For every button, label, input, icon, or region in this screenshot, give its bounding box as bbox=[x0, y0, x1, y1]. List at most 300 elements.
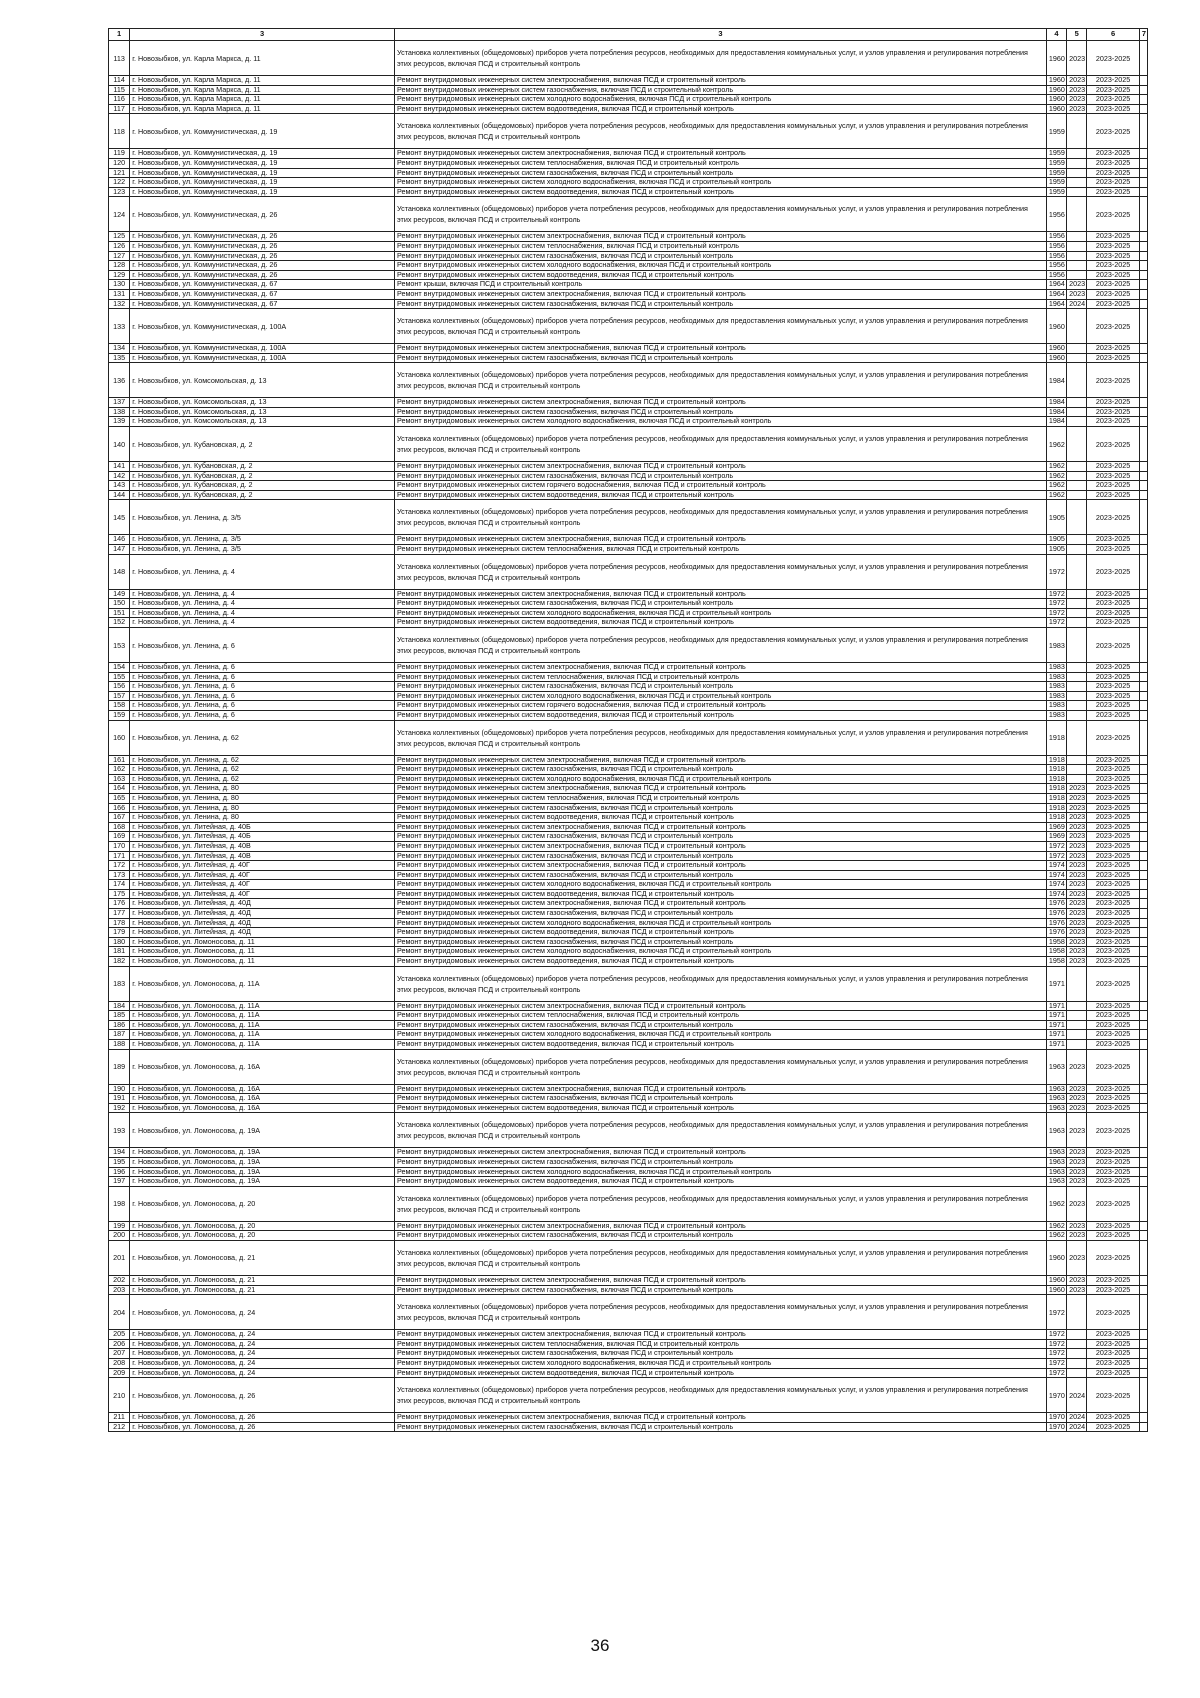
extra-cell bbox=[1139, 353, 1147, 363]
extra-cell bbox=[1139, 270, 1147, 280]
planned-year-cell bbox=[1067, 1330, 1087, 1340]
planned-year-cell bbox=[1067, 691, 1087, 701]
work-type-cell: Ремонт внутридомовых инженерных систем электроснабжения, включая ПСД и строительный контроль bbox=[395, 1084, 1047, 1094]
build-year-cell: 1984 bbox=[1046, 407, 1066, 417]
work-type-cell: Ремонт внутридомовых инженерных систем электроснабжения, включая ПСД и строительный контроль bbox=[395, 1221, 1047, 1231]
period-cell: 2023-2025 bbox=[1087, 1049, 1140, 1084]
build-year-cell: 1918 bbox=[1046, 813, 1066, 823]
address-cell: г. Новозыбков, ул. Ломоносова, д. 11 bbox=[130, 947, 395, 957]
planned-year-cell bbox=[1067, 261, 1087, 271]
row-number-cell: 135 bbox=[109, 353, 130, 363]
extra-cell bbox=[1139, 1040, 1147, 1050]
address-cell: г. Новозыбков, ул. Ленина, д. 4 bbox=[130, 608, 395, 618]
build-year-cell: 1956 bbox=[1046, 241, 1066, 251]
row-number-cell: 157 bbox=[109, 691, 130, 701]
table-row bbox=[109, 1113, 1148, 1148]
address-cell: г. Новозыбков, ул. Ленина, д. 4 bbox=[130, 599, 395, 609]
extra-cell bbox=[1139, 168, 1147, 178]
address-cell: г. Новозыбков, ул. Ломоносова, д. 11 bbox=[130, 937, 395, 947]
planned-year-cell bbox=[1067, 1011, 1087, 1021]
build-year-cell: 1959 bbox=[1046, 114, 1066, 149]
extra-cell bbox=[1139, 1094, 1147, 1104]
row-number-cell: 137 bbox=[109, 398, 130, 408]
row-number-cell: 141 bbox=[109, 462, 130, 472]
extra-cell bbox=[1139, 187, 1147, 197]
period-cell: 2023-2025 bbox=[1087, 784, 1140, 794]
table-row bbox=[109, 899, 1148, 909]
table-row bbox=[109, 149, 1148, 159]
row-number-cell: 138 bbox=[109, 407, 130, 417]
extra-cell bbox=[1139, 85, 1147, 95]
build-year-cell: 1972 bbox=[1046, 1330, 1066, 1340]
build-year-cell: 1970 bbox=[1046, 1378, 1066, 1413]
period-cell: 2023-2025 bbox=[1087, 299, 1140, 309]
build-year-cell: 1918 bbox=[1046, 755, 1066, 765]
address-cell: г. Новозыбков, ул. Ленина, д. 62 bbox=[130, 765, 395, 775]
row-number-cell: 117 bbox=[109, 104, 130, 114]
address-cell: г. Новозыбков, ул. Ломоносова, д. 26 bbox=[130, 1422, 395, 1432]
table-row bbox=[109, 1295, 1148, 1330]
address-cell: г. Новозыбков, ул. Коммунистическая, д. 67 bbox=[130, 289, 395, 299]
extra-cell bbox=[1139, 462, 1147, 472]
work-type-cell: Ремонт внутридомовых инженерных систем водоотведения, включая ПСД и строительный контроль bbox=[395, 104, 1047, 114]
build-year-cell: 1976 bbox=[1046, 928, 1066, 938]
address-cell: г. Новозыбков, ул. Ломоносова, д. 11А bbox=[130, 1011, 395, 1021]
extra-cell bbox=[1139, 663, 1147, 673]
planned-year-cell: 2023 bbox=[1067, 899, 1087, 909]
work-type-cell: Ремонт внутридомовых инженерных систем газоснабжения, включая ПСД и строительный контроль bbox=[395, 407, 1047, 417]
table-row bbox=[109, 1186, 1148, 1221]
build-year-cell: 1976 bbox=[1046, 899, 1066, 909]
build-year-cell: 1960 bbox=[1046, 104, 1066, 114]
table-row bbox=[109, 813, 1148, 823]
work-type-cell: Ремонт внутридомовых инженерных систем водоотведения, включая ПСД и строительный контроль bbox=[395, 1040, 1047, 1050]
table-row bbox=[109, 95, 1148, 105]
extra-cell bbox=[1139, 947, 1147, 957]
planned-year-cell bbox=[1067, 197, 1087, 232]
period-cell: 2023-2025 bbox=[1087, 407, 1140, 417]
extra-cell bbox=[1139, 937, 1147, 947]
row-number-cell: 185 bbox=[109, 1011, 130, 1021]
address-cell: г. Новозыбков, ул. Ломоносова, д. 24 bbox=[130, 1339, 395, 1349]
extra-cell bbox=[1139, 1349, 1147, 1359]
address-cell: г. Новозыбков, ул. Ленина, д. 6 bbox=[130, 672, 395, 682]
work-type-cell: Ремонт внутридомовых инженерных систем электроснабжения, включая ПСД и строительный контроль bbox=[395, 1413, 1047, 1423]
build-year-cell: 1976 bbox=[1046, 909, 1066, 919]
row-number-cell: 194 bbox=[109, 1148, 130, 1158]
row-number-cell: 192 bbox=[109, 1103, 130, 1113]
period-cell: 2023-2025 bbox=[1087, 1422, 1140, 1432]
planned-year-cell bbox=[1067, 720, 1087, 755]
extra-cell bbox=[1139, 682, 1147, 692]
period-cell: 2023-2025 bbox=[1087, 682, 1140, 692]
work-type-cell: Ремонт внутридомовых инженерных систем водоотведения, включая ПСД и строительный контроль bbox=[395, 618, 1047, 628]
work-type-cell: Ремонт внутридомовых инженерных систем водоотведения, включая ПСД и строительный контроль bbox=[395, 187, 1047, 197]
address-cell: г. Новозыбков, ул. Коммунистическая, д. 19 bbox=[130, 158, 395, 168]
period-cell: 2023-2025 bbox=[1087, 1113, 1140, 1148]
period-cell: 2023-2025 bbox=[1087, 344, 1140, 354]
extra-cell bbox=[1139, 832, 1147, 842]
table-row bbox=[109, 832, 1148, 842]
address-cell: г. Новозыбков, ул. Ломоносова, д. 20 bbox=[130, 1231, 395, 1241]
period-cell: 2023-2025 bbox=[1087, 861, 1140, 871]
period-cell: 2023-2025 bbox=[1087, 701, 1140, 711]
address-cell: г. Новозыбков, ул. Ленина, д. 80 bbox=[130, 813, 395, 823]
build-year-cell: 1963 bbox=[1046, 1094, 1066, 1104]
row-number-cell: 159 bbox=[109, 710, 130, 720]
build-year-cell: 1983 bbox=[1046, 710, 1066, 720]
extra-cell bbox=[1139, 104, 1147, 114]
table-row bbox=[109, 663, 1148, 673]
row-number-cell: 123 bbox=[109, 187, 130, 197]
address-cell: г. Новозыбков, ул. Ленина, д. 80 bbox=[130, 803, 395, 813]
build-year-cell: 1963 bbox=[1046, 1103, 1066, 1113]
build-year-cell: 1962 bbox=[1046, 471, 1066, 481]
planned-year-cell: 2023 bbox=[1067, 870, 1087, 880]
work-type-cell: Ремонт внутридомовых инженерных систем газоснабжения, включая ПСД и строительный контроль bbox=[395, 599, 1047, 609]
extra-cell bbox=[1139, 149, 1147, 159]
period-cell: 2023-2025 bbox=[1087, 241, 1140, 251]
row-number-cell: 211 bbox=[109, 1413, 130, 1423]
header-cell: 4 bbox=[1046, 29, 1066, 41]
work-type-cell: Установка коллективных (общедомовых) приборов учета потребления ресурсов, необходимых для предоставления коммунальных услуг, и узлов управления и регулирования потребления этих ресурсов, включая ПСД и строительный контроль bbox=[395, 1295, 1047, 1330]
extra-cell bbox=[1139, 720, 1147, 755]
extra-cell bbox=[1139, 251, 1147, 261]
extra-cell bbox=[1139, 1001, 1147, 1011]
planned-year-cell: 2023 bbox=[1067, 1186, 1087, 1221]
row-number-cell: 133 bbox=[109, 309, 130, 344]
period-cell: 2023-2025 bbox=[1087, 672, 1140, 682]
period-cell: 2023-2025 bbox=[1087, 618, 1140, 628]
row-number-cell: 186 bbox=[109, 1020, 130, 1030]
work-type-cell: Ремонт внутридомовых инженерных систем газоснабжения, включая ПСД и строительный контроль bbox=[395, 1231, 1047, 1241]
row-number-cell: 170 bbox=[109, 841, 130, 851]
period-cell: 2023-2025 bbox=[1087, 1349, 1140, 1359]
table-row bbox=[109, 1001, 1148, 1011]
address-cell: г. Новозыбков, ул. Коммунистическая, д. 67 bbox=[130, 299, 395, 309]
extra-cell bbox=[1139, 1295, 1147, 1330]
address-cell: г. Новозыбков, ул. Ломоносова, д. 19А bbox=[130, 1157, 395, 1167]
row-number-cell: 204 bbox=[109, 1295, 130, 1330]
work-type-cell: Ремонт внутридомовых инженерных систем электроснабжения, включая ПСД и строительный контроль bbox=[395, 784, 1047, 794]
planned-year-cell bbox=[1067, 471, 1087, 481]
address-cell: г. Новозыбков, ул. Ломоносова, д. 16А bbox=[130, 1084, 395, 1094]
period-cell: 2023-2025 bbox=[1087, 1275, 1140, 1285]
table-row bbox=[109, 1285, 1148, 1295]
period-cell: 2023-2025 bbox=[1087, 545, 1140, 555]
build-year-cell: 1983 bbox=[1046, 682, 1066, 692]
period-cell: 2023-2025 bbox=[1087, 535, 1140, 545]
period-cell: 2023-2025 bbox=[1087, 870, 1140, 880]
work-type-cell: Ремонт внутридомовых инженерных систем газоснабжения, включая ПСД и строительный контроль bbox=[395, 251, 1047, 261]
build-year-cell: 1984 bbox=[1046, 417, 1066, 427]
period-cell: 2023-2025 bbox=[1087, 628, 1140, 663]
work-type-cell: Ремонт внутридомовых инженерных систем электроснабжения, включая ПСД и строительный контроль bbox=[395, 841, 1047, 851]
build-year-cell: 1983 bbox=[1046, 691, 1066, 701]
period-cell: 2023-2025 bbox=[1087, 966, 1140, 1001]
row-number-cell: 174 bbox=[109, 880, 130, 890]
row-number-cell: 179 bbox=[109, 928, 130, 938]
build-year-cell: 1956 bbox=[1046, 261, 1066, 271]
planned-year-cell bbox=[1067, 1339, 1087, 1349]
address-cell: г. Новозыбков, ул. Ломоносова, д. 24 bbox=[130, 1330, 395, 1340]
period-cell: 2023-2025 bbox=[1087, 889, 1140, 899]
period-cell: 2023-2025 bbox=[1087, 1030, 1140, 1040]
table-row bbox=[109, 554, 1148, 589]
period-cell: 2023-2025 bbox=[1087, 851, 1140, 861]
table-row bbox=[109, 1378, 1148, 1413]
build-year-cell: 1974 bbox=[1046, 889, 1066, 899]
row-number-cell: 169 bbox=[109, 832, 130, 842]
table-row bbox=[109, 682, 1148, 692]
period-cell: 2023-2025 bbox=[1087, 1295, 1140, 1330]
work-type-cell: Ремонт внутридомовых инженерных систем электроснабжения, включая ПСД и строительный контроль bbox=[395, 289, 1047, 299]
build-year-cell: 1963 bbox=[1046, 1084, 1066, 1094]
work-type-cell: Установка коллективных (общедомовых) приборов учета потребления ресурсов, необходимых для предоставления коммунальных услуг, и узлов управления и регулирования потребления этих ресурсов, включая ПСД и строительный контроль bbox=[395, 500, 1047, 535]
extra-cell bbox=[1139, 427, 1147, 462]
build-year-cell: 1972 bbox=[1046, 851, 1066, 861]
build-year-cell: 1960 bbox=[1046, 95, 1066, 105]
planned-year-cell: 2023 bbox=[1067, 947, 1087, 957]
row-number-cell: 165 bbox=[109, 793, 130, 803]
period-cell: 2023-2025 bbox=[1087, 1148, 1140, 1158]
period-cell: 2023-2025 bbox=[1087, 822, 1140, 832]
row-number-cell: 156 bbox=[109, 682, 130, 692]
build-year-cell: 1969 bbox=[1046, 822, 1066, 832]
work-type-cell: Установка коллективных (общедомовых) приборов учета потребления ресурсов, необходимых для предоставления коммунальных услуг, и узлов управления и регулирования потребления этих ресурсов, включая ПСД и строительный контроль bbox=[395, 1378, 1047, 1413]
planned-year-cell: 2024 bbox=[1067, 299, 1087, 309]
address-cell: г. Новозыбков, ул. Коммунистическая, д. 26 bbox=[130, 197, 395, 232]
planned-year-cell bbox=[1067, 149, 1087, 159]
period-cell: 2023-2025 bbox=[1087, 813, 1140, 823]
address-cell: г. Новозыбков, ул. Литейная, д. 40Б bbox=[130, 822, 395, 832]
address-cell: г. Новозыбков, ул. Ломоносова, д. 19А bbox=[130, 1113, 395, 1148]
period-cell: 2023-2025 bbox=[1087, 608, 1140, 618]
build-year-cell: 1956 bbox=[1046, 232, 1066, 242]
table-row bbox=[109, 880, 1148, 890]
row-number-cell: 124 bbox=[109, 197, 130, 232]
planned-year-cell bbox=[1067, 1358, 1087, 1368]
build-year-cell: 1956 bbox=[1046, 197, 1066, 232]
address-cell: г. Новозыбков, ул. Ленина, д. 80 bbox=[130, 784, 395, 794]
row-number-cell: 172 bbox=[109, 861, 130, 871]
planned-year-cell: 2023 bbox=[1067, 85, 1087, 95]
address-cell: г. Новозыбков, ул. Ленина, д. 6 bbox=[130, 691, 395, 701]
work-type-cell: Ремонт внутридомовых инженерных систем электроснабжения, включая ПСД и строительный контроль bbox=[395, 589, 1047, 599]
row-number-cell: 126 bbox=[109, 241, 130, 251]
work-type-cell: Ремонт внутридомовых инженерных систем теплоснабжения, включая ПСД и строительный контроль bbox=[395, 1011, 1047, 1021]
row-number-cell: 162 bbox=[109, 765, 130, 775]
period-cell: 2023-2025 bbox=[1087, 1339, 1140, 1349]
build-year-cell: 1918 bbox=[1046, 765, 1066, 775]
table-row bbox=[109, 928, 1148, 938]
period-cell: 2023-2025 bbox=[1087, 909, 1140, 919]
planned-year-cell bbox=[1067, 462, 1087, 472]
period-cell: 2023-2025 bbox=[1087, 500, 1140, 535]
row-number-cell: 150 bbox=[109, 599, 130, 609]
planned-year-cell bbox=[1067, 628, 1087, 663]
table-row bbox=[109, 720, 1148, 755]
address-cell: г. Новозыбков, ул. Комсомольская, д. 13 bbox=[130, 398, 395, 408]
extra-cell bbox=[1139, 822, 1147, 832]
work-type-cell: Ремонт внутридомовых инженерных систем электроснабжения, включая ПСД и строительный контроль bbox=[395, 1330, 1047, 1340]
extra-cell bbox=[1139, 95, 1147, 105]
row-number-cell: 154 bbox=[109, 663, 130, 673]
address-cell: г. Новозыбков, ул. Ломоносова, д. 26 bbox=[130, 1413, 395, 1423]
work-type-cell: Ремонт внутридомовых инженерных систем водоотведения, включая ПСД и строительный контроль bbox=[395, 1103, 1047, 1113]
table-row bbox=[109, 618, 1148, 628]
table-row bbox=[109, 1231, 1148, 1241]
row-number-cell: 127 bbox=[109, 251, 130, 261]
planned-year-cell: 2023 bbox=[1067, 1240, 1087, 1275]
extra-cell bbox=[1139, 280, 1147, 290]
period-cell: 2023-2025 bbox=[1087, 1167, 1140, 1177]
period-cell: 2023-2025 bbox=[1087, 261, 1140, 271]
extra-cell bbox=[1139, 889, 1147, 899]
extra-cell bbox=[1139, 813, 1147, 823]
address-cell: г. Новозыбков, ул. Кубановская, д. 2 bbox=[130, 471, 395, 481]
period-cell: 2023-2025 bbox=[1087, 928, 1140, 938]
address-cell: г. Новозыбков, ул. Ленина, д. 3/5 bbox=[130, 500, 395, 535]
row-number-cell: 167 bbox=[109, 813, 130, 823]
planned-year-cell: 2023 bbox=[1067, 928, 1087, 938]
work-type-cell: Ремонт внутридомовых инженерных систем холодного водоснабжения, включая ПСД и строительный контроль bbox=[395, 947, 1047, 957]
table-row bbox=[109, 261, 1148, 271]
work-type-cell: Ремонт внутридомовых инженерных систем электроснабжения, включая ПСД и строительный контроль bbox=[395, 861, 1047, 871]
address-cell: г. Новозыбков, ул. Карла Маркса, д. 11 bbox=[130, 85, 395, 95]
address-cell: г. Новозыбков, ул. Ломоносова, д. 24 bbox=[130, 1368, 395, 1378]
row-number-cell: 144 bbox=[109, 490, 130, 500]
period-cell: 2023-2025 bbox=[1087, 1084, 1140, 1094]
work-type-cell: Ремонт внутридомовых инженерных систем газоснабжения, включая ПСД и строительный контроль bbox=[395, 299, 1047, 309]
address-cell: г. Новозыбков, ул. Ленина, д. 6 bbox=[130, 682, 395, 692]
period-cell: 2023-2025 bbox=[1087, 755, 1140, 765]
row-number-cell: 146 bbox=[109, 535, 130, 545]
period-cell: 2023-2025 bbox=[1087, 710, 1140, 720]
work-type-cell: Ремонт внутридомовых инженерных систем газоснабжения, включая ПСД и строительный контроль bbox=[395, 1094, 1047, 1104]
row-number-cell: 113 bbox=[109, 41, 130, 76]
build-year-cell: 1918 bbox=[1046, 720, 1066, 755]
extra-cell bbox=[1139, 774, 1147, 784]
extra-cell bbox=[1139, 1148, 1147, 1158]
header-cell: 6 bbox=[1087, 29, 1140, 41]
planned-year-cell bbox=[1067, 545, 1087, 555]
work-type-cell: Ремонт внутридомовых инженерных систем газоснабжения, включая ПСД и строительный контроль bbox=[395, 168, 1047, 178]
table-row bbox=[109, 1413, 1148, 1423]
extra-cell bbox=[1139, 490, 1147, 500]
row-number-cell: 131 bbox=[109, 289, 130, 299]
extra-cell bbox=[1139, 261, 1147, 271]
build-year-cell: 1958 bbox=[1046, 937, 1066, 947]
row-number-cell: 193 bbox=[109, 1113, 130, 1148]
work-type-cell: Установка коллективных (общедомовых) приборов учета потребления ресурсов, необходимых для предоставления коммунальных услуг, и узлов управления и регулирования потребления этих ресурсов, включая ПСД и строительный контроль bbox=[395, 309, 1047, 344]
header-cell: 1 bbox=[109, 29, 130, 41]
table-row bbox=[109, 280, 1148, 290]
table-row bbox=[109, 701, 1148, 711]
extra-cell bbox=[1139, 114, 1147, 149]
row-number-cell: 115 bbox=[109, 85, 130, 95]
address-cell: г. Новозыбков, ул. Ломоносова, д. 19А bbox=[130, 1167, 395, 1177]
build-year-cell: 1960 bbox=[1046, 1285, 1066, 1295]
row-number-cell: 158 bbox=[109, 701, 130, 711]
table-row bbox=[109, 289, 1148, 299]
table-row bbox=[109, 187, 1148, 197]
period-cell: 2023-2025 bbox=[1087, 490, 1140, 500]
work-type-cell: Ремонт внутридомовых инженерных систем газоснабжения, включая ПСД и строительный контроль bbox=[395, 1020, 1047, 1030]
work-type-cell: Ремонт внутридомовых инженерных систем холодного водоснабжения, включая ПСД и строительный контроль bbox=[395, 1030, 1047, 1040]
table-row bbox=[109, 535, 1148, 545]
extra-cell bbox=[1139, 909, 1147, 919]
address-cell: г. Новозыбков, ул. Литейная, д. 40В bbox=[130, 851, 395, 861]
table-row bbox=[109, 851, 1148, 861]
extra-cell bbox=[1139, 1368, 1147, 1378]
period-cell: 2023-2025 bbox=[1087, 1330, 1140, 1340]
table-row bbox=[109, 870, 1148, 880]
planned-year-cell bbox=[1067, 363, 1087, 398]
build-year-cell: 1960 bbox=[1046, 41, 1066, 76]
address-cell: г. Новозыбков, ул. Ломоносова, д. 26 bbox=[130, 1378, 395, 1413]
extra-cell bbox=[1139, 672, 1147, 682]
build-year-cell: 1962 bbox=[1046, 481, 1066, 491]
build-year-cell: 1972 bbox=[1046, 618, 1066, 628]
planned-year-cell bbox=[1067, 407, 1087, 417]
planned-year-cell bbox=[1067, 618, 1087, 628]
row-number-cell: 178 bbox=[109, 918, 130, 928]
address-cell: г. Новозыбков, ул. Ленина, д. 62 bbox=[130, 720, 395, 755]
address-cell: г. Новозыбков, ул. Ленина, д. 6 bbox=[130, 710, 395, 720]
period-cell: 2023-2025 bbox=[1087, 187, 1140, 197]
row-number-cell: 183 bbox=[109, 966, 130, 1001]
work-type-cell: Ремонт внутридомовых инженерных систем водоотведения, включая ПСД и строительный контроль bbox=[395, 957, 1047, 967]
address-cell: г. Новозыбков, ул. Литейная, д. 40Д bbox=[130, 928, 395, 938]
period-cell: 2023-2025 bbox=[1087, 793, 1140, 803]
row-number-cell: 168 bbox=[109, 822, 130, 832]
row-number-cell: 200 bbox=[109, 1231, 130, 1241]
planned-year-cell bbox=[1067, 755, 1087, 765]
table-row bbox=[109, 1349, 1148, 1359]
build-year-cell: 1972 bbox=[1046, 1295, 1066, 1330]
work-type-cell: Ремонт внутридомовых инженерных систем водоотведения, включая ПСД и строительный контроль bbox=[395, 1177, 1047, 1187]
planned-year-cell: 2024 bbox=[1067, 1413, 1087, 1423]
table-row bbox=[109, 197, 1148, 232]
address-cell: г. Новозыбков, ул. Коммунистическая, д. 26 bbox=[130, 241, 395, 251]
row-number-cell: 188 bbox=[109, 1040, 130, 1050]
planned-year-cell: 2023 bbox=[1067, 1157, 1087, 1167]
planned-year-cell bbox=[1067, 608, 1087, 618]
extra-cell bbox=[1139, 1177, 1147, 1187]
build-year-cell: 1963 bbox=[1046, 1167, 1066, 1177]
page-number: 36 bbox=[590, 1636, 610, 1655]
planned-year-cell: 2023 bbox=[1067, 280, 1087, 290]
planned-year-cell: 2023 bbox=[1067, 1275, 1087, 1285]
build-year-cell: 1962 bbox=[1046, 1186, 1066, 1221]
header-cell: 5 bbox=[1067, 29, 1087, 41]
table-body bbox=[109, 41, 1148, 1432]
planned-year-cell: 2023 bbox=[1067, 784, 1087, 794]
extra-cell bbox=[1139, 701, 1147, 711]
address-cell: г. Новозыбков, ул. Ломоносова, д. 11А bbox=[130, 1040, 395, 1050]
row-number-cell: 143 bbox=[109, 481, 130, 491]
extra-cell bbox=[1139, 966, 1147, 1001]
row-number-cell: 136 bbox=[109, 363, 130, 398]
period-cell: 2023-2025 bbox=[1087, 104, 1140, 114]
table-row bbox=[109, 1368, 1148, 1378]
work-type-cell: Установка коллективных (общедомовых) приборов учета потребления ресурсов, необходимых для предоставления коммунальных услуг, и узлов управления и регулирования потребления этих ресурсов, включая ПСД и строительный контроль bbox=[395, 363, 1047, 398]
table-row bbox=[109, 1011, 1148, 1021]
row-number-cell: 197 bbox=[109, 1177, 130, 1187]
extra-cell bbox=[1139, 691, 1147, 701]
build-year-cell: 1984 bbox=[1046, 398, 1066, 408]
